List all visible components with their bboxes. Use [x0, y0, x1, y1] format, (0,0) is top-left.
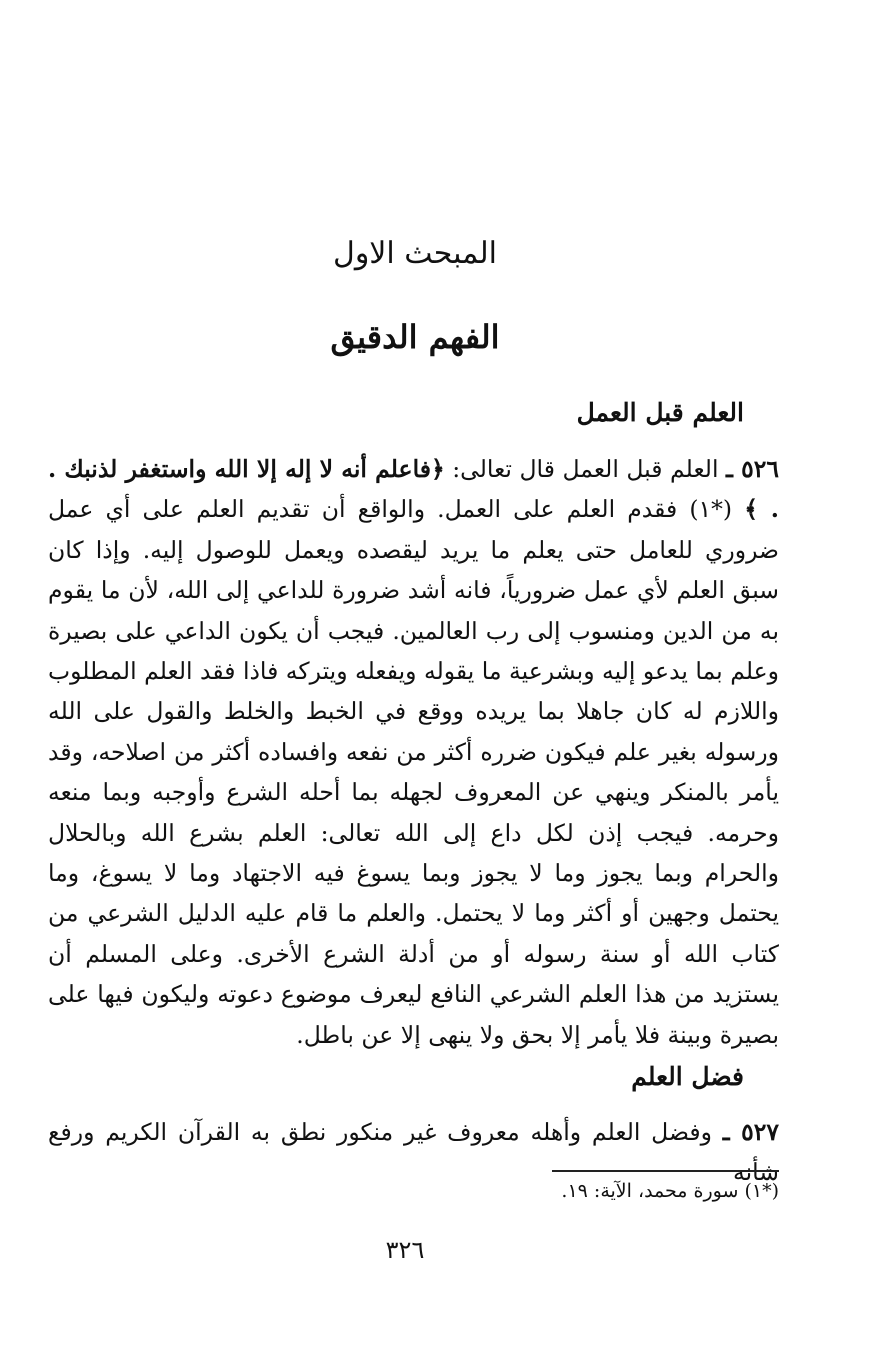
footnote: [561, 1180, 779, 1202]
footnote-reference: (*١): [689, 495, 733, 524]
chapter-title: المبحث الاول: [333, 236, 497, 271]
paragraph-number: ٥٢٧ ـ: [722, 1118, 779, 1146]
paragraph-body: وفضل العلم وأهله معروف غير منكور نطق به القرآن الكريم ورفع شأنه: [48, 1118, 779, 1187]
section-heading-virtue-of-knowledge: فضل العلم: [631, 1062, 744, 1091]
page-number: ٣٢٦: [385, 1236, 425, 1264]
paragraph-526: [48, 449, 779, 1055]
quran-quote: ﴿فاعلم أنه لا إله إلا الله واستغفر لذنبك . . ﴾: [48, 455, 779, 524]
footnote-divider: [552, 1170, 779, 1172]
section-heading-knowledge-before-action: العلم قبل العمل: [576, 398, 744, 427]
paragraph-body: فقدم العلم على العمل. والواقع أن تقديم العلم على أي عمل ضروري للعامل حتى يعلم ما يريد ليقصده ويعمل للوصول إليه. وإذا كان سبق العلم لأي عمل ضرورياً، فانه أشد ضرورة للداعي إلى الله، لأن ما يقوم به من الدين ومنسوب إلى رب العالمين. فيجب أن يكون الداعي على بصيرة وعلم بما يدعو إليه وبشرعية ما يقوله ويفعله ويتركه فاذا فقد العلم المطلوب واللازم له كان جاهلا بما يريده ووقع في الخبط والخلط والقول على الله ورسوله بغير علم فيكون ضرره أكثر من نفعه وافساده أكثر من اصلاحه، وقد يأمر بالمنكر وينهي عن المعروف لجهله بما أحله الشرع وأوجبه وبما منعه وحرمه. فيجب إذن لكل داع إلى الله تعالى: العلم بشرع الله وبالحلال والحرام وبما يجوز وما لا يجوز وبما يسوغ فيه الاجتهاد وما لا يسوغ، وما يحتمل وجهين أو أكثر وما لا يحتمل. والعلم ما قام عليه الدليل الشرعي من كتاب الله أو سنة رسوله أو من أدلة الشرع الأخرى. وعلى المسلم أن يستزيد من هذا العلم الشرعي النافع ليعرف موضوع دعوته وليكون فيها على بصيرة وبينة فلا يأمر إلا بحق ولا ينهى إلا عن باطل.: [48, 495, 779, 1049]
chapter-subtitle: الفهم الدقيق: [330, 318, 500, 356]
footnote-text: سورة محمد، الآية: ١٩.: [561, 1180, 739, 1202]
paragraph-intro: العلم قبل العمل قال تعالى:: [444, 455, 719, 483]
paragraph-number: ٥٢٦ ـ: [726, 455, 779, 483]
footnote-marker: (*١): [744, 1180, 779, 1202]
